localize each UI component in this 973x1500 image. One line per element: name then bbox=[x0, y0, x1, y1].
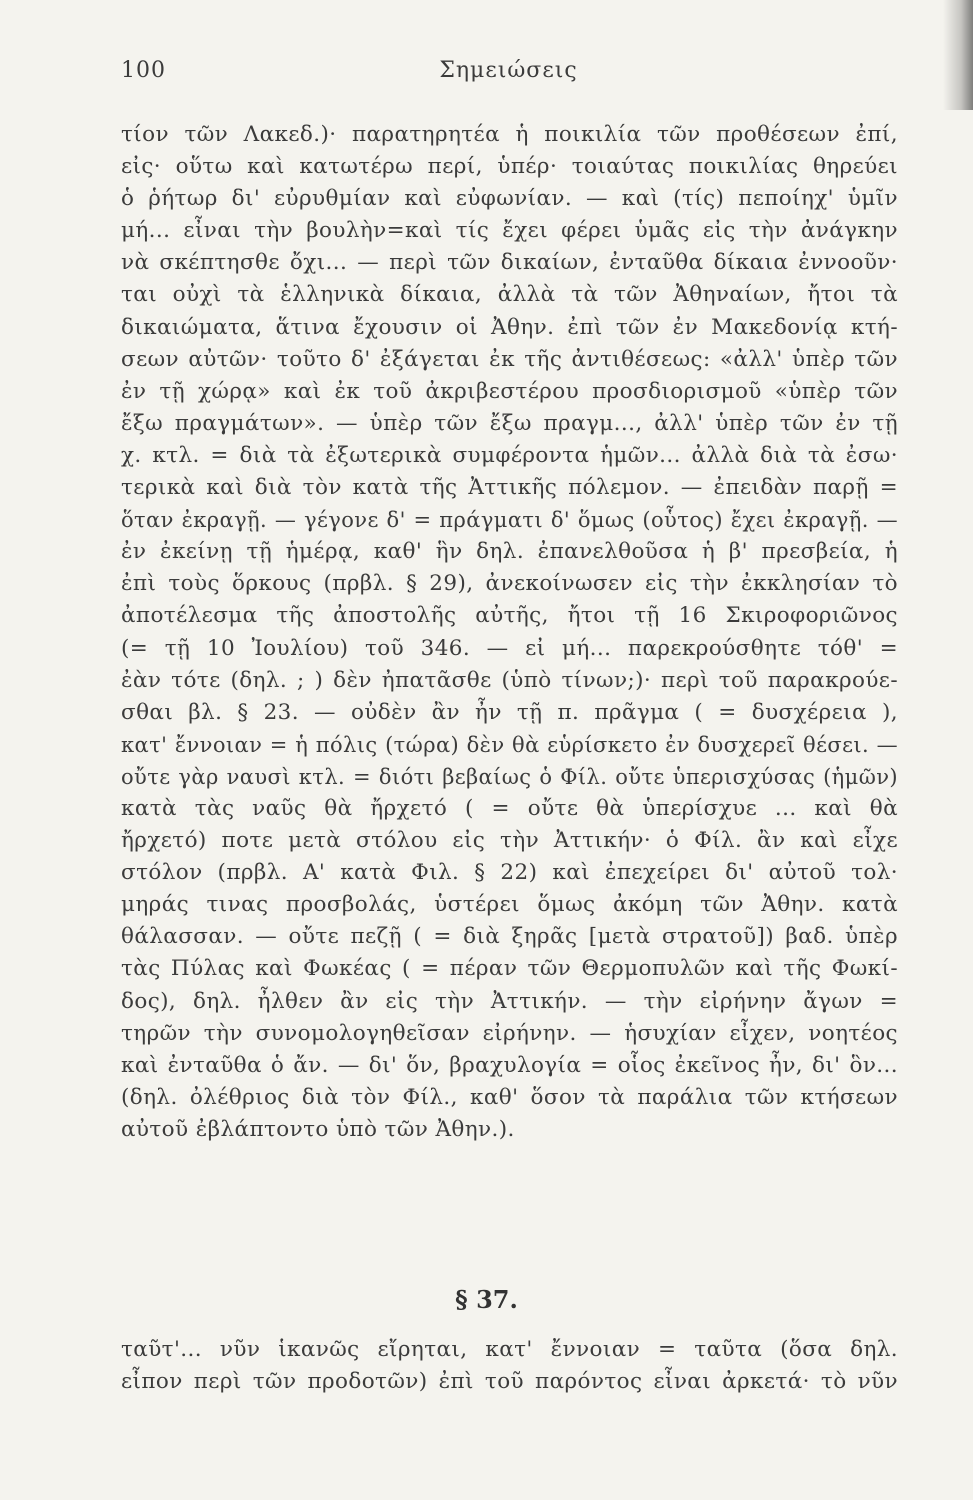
text-line: τίον τῶν Λακεδ.)· παρατηρητέα ἡ ποικιλία τῶν προθέσεων ἐπί, bbox=[121, 122, 898, 147]
text-line: χ. κτλ. = διὰ τὰ ἐξωτερικὰ συμφέροντα ἡμῶν... ἀλλὰ διὰ τὰ ἐσω· bbox=[121, 442, 898, 468]
text-line: ἐὰν τότε (δηλ. ; ) δὲν ἠπατᾶσθε (ὑπὸ τίνων;)· περὶ τοῦ παρακρούε- bbox=[121, 667, 898, 693]
text-line: τὰς Πύλας καὶ Φωκέας ( = πέραν τῶν Θερμοπυλῶν καὶ τῆς Φωκί- bbox=[121, 956, 898, 982]
page-header bbox=[121, 58, 896, 94]
text-line: μηράς τινας προσβολάς, ὑστέρει ὅμως ἀκόμη τῶν Ἀθην. κατὰ bbox=[121, 892, 898, 918]
text-line: σεων αὐτῶν· τοῦτο δ' ἐξάγεται ἐκ τῆς ἀντιθέσεως: «ἀλλ' ὑπὲρ τῶν bbox=[121, 346, 898, 372]
text-line: ἐν ἐκείνῃ τῇ ἡμέρᾳ, καθ' ἣν δηλ. ἐπανελθοῦσα ἡ β' πρεσβεία, ἡ bbox=[121, 539, 898, 565]
text-line: αὐτοῦ ἐβλάπτοντο ὑπὸ τῶν Ἀθην.). bbox=[121, 1116, 515, 1142]
notes-body bbox=[121, 119, 898, 1146]
text-line: ὅταν ἐκραγῇ. — γέγονε δ' = πράγματι δ' ὅμως (οὗτος) ἔχει ἐκραγῇ. — bbox=[121, 508, 898, 533]
text-line: ται οὐχὶ τὰ ἑλληνικὰ δίκαια, ἀλλὰ τὰ τῶν Ἀθηναίων, ἤτοι τὰ bbox=[121, 282, 898, 308]
text-line: νὰ σκέπτησθε ὄχι... — περὶ τῶν δικαίων, ἐνταῦθα δίκαια ἐννοοῦν· bbox=[121, 250, 898, 276]
text-line: τηρῶν τὴν συνομολογηθεῖσαν εἰρήνην. — ἡσυχίαν εἶχεν, νοητέος bbox=[121, 1020, 898, 1046]
text-line: ἐπὶ τοὺς ὅρκους (πρβλ. § 29), ἀνεκοίνωσεν εἰς τὴν ἐκκλησίαν τὸ bbox=[121, 571, 898, 597]
scan-edge-shadow bbox=[943, 0, 973, 110]
text-line: κατὰ τὰς ναῦς θὰ ἤρχετό ( = οὔτε θὰ ὑπερίσχυε ... καὶ θὰ bbox=[121, 795, 898, 821]
section-heading: § 37. bbox=[455, 1285, 518, 1314]
text-line: ἔξω πραγμάτων». — ὑπὲρ τῶν ἔξω πραγμ..., ἀλλ' ὑπὲρ τῶν ἐν τῇ bbox=[121, 410, 898, 436]
text-line: ταῦτ'... νῦν ἱκανῶς εἴρηται, κατ' ἔννοιαν = ταῦτα (ὅσα δηλ. bbox=[121, 1337, 898, 1362]
text-line: εἰς· οὕτω καὶ κατωτέρω περί, ὑπέρ· τοιαύτας ποικιλίας θηρεύει bbox=[121, 154, 898, 180]
text-line: ὁ ῥήτωρ δι' εὐρυθμίαν καὶ εὐφωνίαν. — καὶ (τίς) πεποίηχ' ὑμῖν bbox=[121, 186, 898, 212]
text-line: σθαι βλ. § 23. — οὐδὲν ἂν ἦν τῇ π. πρᾶγμα ( = δυσχέρεια ), bbox=[121, 699, 898, 725]
text-line: οὔτε γὰρ ναυσὶ κτλ. = διότι βεβαίως ὁ Φίλ. οὔτε ὑπερισχύσας (ἡμῶν) bbox=[121, 764, 898, 789]
text-line: στόλον (πρβλ. Α' κατὰ Φιλ. § 22) καὶ ἐπεχείρει δι' αὐτοῦ τολ· bbox=[121, 860, 898, 886]
text-line: μή... εἶναι τὴν βουλὴν=καὶ τίς ἔχει φέρει ὑμᾶς εἰς τὴν ἀνάγκην bbox=[121, 218, 898, 244]
text-line: ἤρχετό) ποτε μετὰ στόλου εἰς τὴν Ἀττικήν· ὁ Φίλ. ἂν καὶ εἶχε bbox=[121, 828, 898, 854]
text-line: τερικὰ καὶ διὰ τὸν κατὰ τῆς Ἀττικῆς πόλεμον. — ἐπειδὰν παρῇ = bbox=[121, 475, 898, 501]
text-line: κατ' ἔννοιαν = ἡ πόλις (τώρα) δὲν θὰ εὑρίσκετο ἐν δυσχερεῖ θέσει. — bbox=[121, 732, 898, 757]
text-line: (δηλ. ὀλέθριος διὰ τὸν Φίλ., καθ' ὅσον τὰ παράλια τῶν κτήσεων bbox=[121, 1084, 898, 1110]
section-body bbox=[121, 1334, 898, 1398]
text-line: θάλασσαν. — οὔτε πεζῇ ( = διὰ ξηρᾶς [μετὰ στρατοῦ]) βαδ. ὑπὲρ bbox=[121, 924, 898, 950]
text-line: δικαιώματα, ἅτινα ἔχουσιν οἱ Ἀθην. ἐπὶ τῶν ἐν Μακεδονίᾳ κτή- bbox=[121, 314, 898, 340]
page-number: 100 bbox=[121, 58, 166, 83]
text-line: καὶ ἐνταῦθα ὁ ἄν. — δι' ὅν, βραχυλογία = οἷος ἐκεῖνος ἦν, δι' ὃν... bbox=[121, 1052, 898, 1078]
text-line: εἶπον περὶ τῶν προδοτῶν) ἐπὶ τοῦ παρόντος εἶναι ἀρκετά· τὸ νῦν bbox=[121, 1369, 898, 1395]
text-line: (= τῇ 10 Ἰουλίου) τοῦ 346. — εἰ μή... παρεκρούσθητε τόθ' = bbox=[121, 635, 898, 661]
text-line: δος), δηλ. ἦλθεν ἂν εἰς τὴν Ἀττικήν. — τὴν εἰρήνην ἄγων = bbox=[121, 988, 898, 1014]
text-line: ἀποτέλεσμα τῆς ἀποστολῆς αὐτῆς, ἤτοι τῇ 16 Σκιροφοριῶνος bbox=[121, 603, 898, 629]
running-head: Σημειώσεις bbox=[439, 58, 578, 83]
text-line: ἐν τῇ χώρᾳ» καὶ ἐκ τοῦ ἀκριβεστέρου προσδιορισμοῦ «ὑπὲρ τῶν bbox=[121, 378, 898, 404]
